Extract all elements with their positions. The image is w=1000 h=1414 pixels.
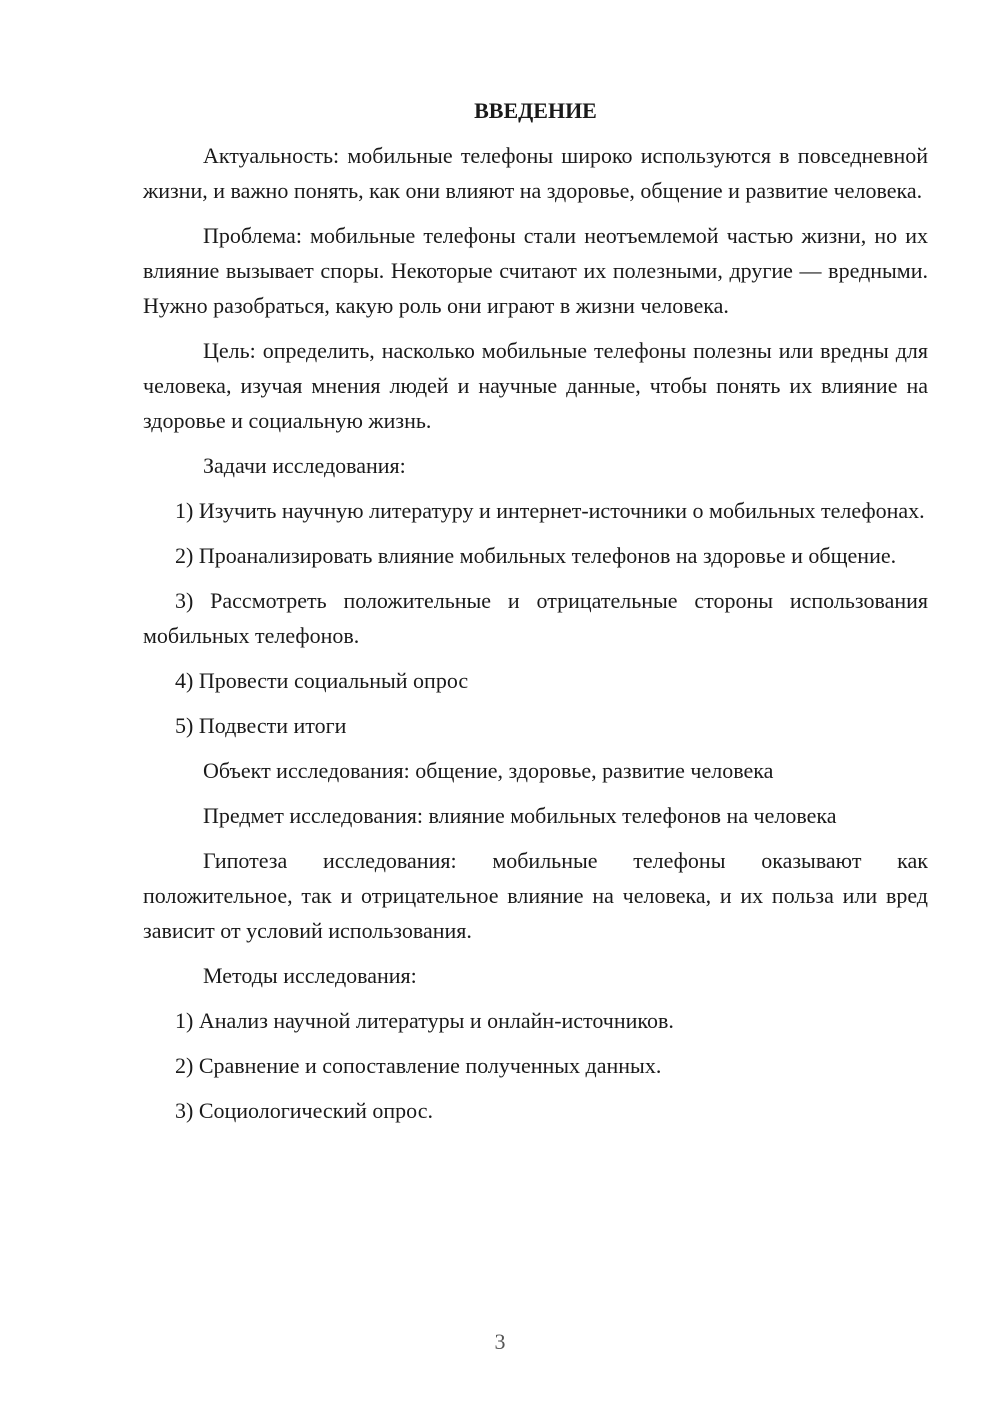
method-item-1: 1) Анализ научной литературы и онлайн-источников. <box>175 1008 674 1033</box>
method-item-3: 3) Социологический опрос. <box>175 1098 433 1123</box>
paragraph-problem: Проблема: мобильные телефоны стали неотъемлемой частью жизни, но их влияние вызывает споры. Некоторые считают их полезными, другие — вредными. Нужно разобраться, какую роль они играют в жизни человека. <box>143 223 928 318</box>
task-item-2: 2) Проанализировать влияние мобильных телефонов на здоровье и общение. <box>175 543 897 568</box>
document-page <box>143 93 928 1138</box>
research-subject: Предмет исследования: влияние мобильных телефонов на человека <box>203 803 837 828</box>
task-item-3: 3) Рассмотреть положительные и отрицательные стороны использования мобильных телефонов. <box>143 588 928 648</box>
research-object: Объект исследования: общение, здоровье, развитие человека <box>203 758 774 783</box>
paragraph-goal: Цель: определить, насколько мобильные телефоны полезны или вредны для человека, изучая мнения людей и научные данные, чтобы понять их влияние на здоровье и социальную жизнь. <box>143 338 928 433</box>
research-hypothesis: Гипотеза исследования: мобильные телефоны оказывают как положительное, так и отрицательное влияние на человека, и их польза или вред зависит от условий использования. <box>143 848 928 943</box>
tasks-heading: Задачи исследования: <box>203 453 406 478</box>
task-item-4: 4) Провести социальный опрос <box>175 668 469 693</box>
page-number: 3 <box>494 1329 506 1354</box>
task-item-5: 5) Подвести итоги <box>175 713 347 738</box>
task-item-1: 1) Изучить научную литературу и интернет-источники о мобильных телефонах. <box>175 498 925 523</box>
methods-heading: Методы исследования: <box>203 963 417 988</box>
paragraph-relevance: Актуальность: мобильные телефоны широко используются в повседневной жизни, и важно понять, как они влияют на здоровье, общение и развитие человека. <box>143 143 928 203</box>
method-item-2: 2) Сравнение и сопоставление полученных данных. <box>175 1053 662 1078</box>
document-title: ВВЕДЕНИЕ <box>474 98 597 123</box>
